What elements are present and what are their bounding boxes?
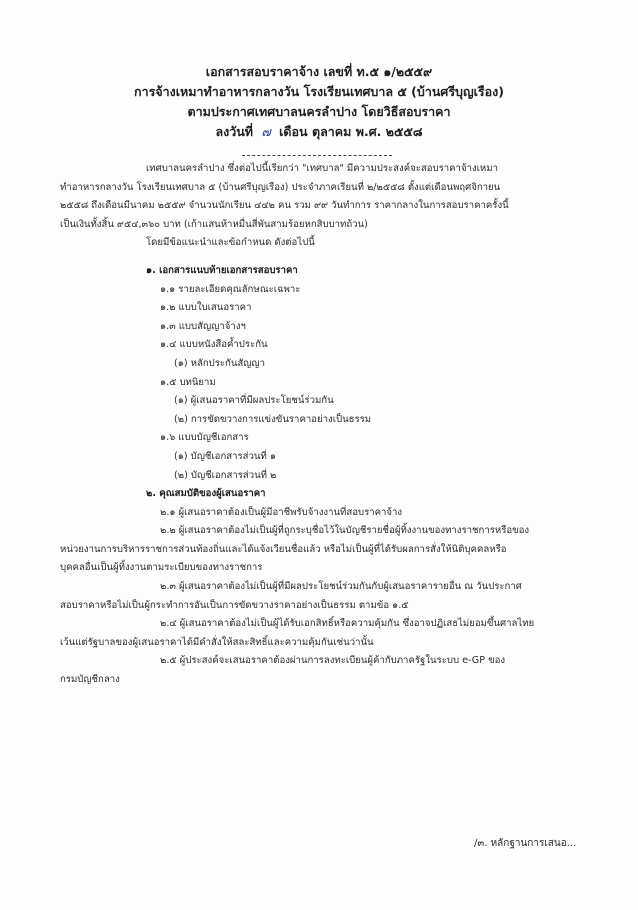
date-prefix: ลงวันที่ (215, 124, 254, 139)
item-2-3-line-2: สอบราคาหรือไม่เป็นผู้กระทำการอันเป็นการขัดขวางราคาอย่างเป็นธรรม ตามข้อ ๑.๕ (60, 599, 409, 611)
item-1-5-sub-1: (๑) ผู้เสนอราคาที่มีผลประโยชน์ร่วมกัน (174, 395, 334, 407)
intro-line-2: ทำอาหารกลางวัน โรงเรียนเทศบาล ๕ (บ้านศรีบุญเรือง) ประจำภาคเรียนที่ ๒/๒๕๕๘ ตั้งแต่เดือนพฤศจิกายน (60, 181, 501, 193)
intro-line-3: ๒๕๕๘ ถึงเดือนมีนาคม ๒๕๕๙ จำนวนนักเรียน ๔๔๒ คน รวม ๙๙ วันทำการ ราคากลางในการสอบราคาครั้งนี้ (60, 200, 509, 212)
item-1-5: ๑.๕ บทนิยาม (160, 376, 216, 388)
date-suffix: เดือน ตุลาคม พ.ศ. ๒๕๕๘ (279, 124, 423, 139)
document-body (60, 160, 600, 690)
item-2-3-line-1: ๒.๓ ผู้เสนอราคาต้องไม่เป็นผู้ที่มีผลประโยชน์ร่วมกันกับผู้เสนอราคารายอื่น ณ วันประกาศ (160, 581, 522, 593)
document-header (0, 62, 638, 142)
item-1-5-sub-2: (๒) การขัดขวางการแข่งขันราคาอย่างเป็นธรรม (174, 413, 372, 425)
item-1-3: ๑.๓ แบบสัญญาจ้างฯ (160, 320, 246, 332)
item-2-1: ๒.๑ ผู้เสนอราคาต้องเป็นผู้มีอาชีพรับจ้างงานที่สอบราคาจ้าง (160, 506, 403, 518)
spacer (60, 253, 600, 262)
item-2-5-line-1: ๒.๕ ผู้ประสงค์จะเสนอราคาต้องผ่านการลงทะเบียนผู้ค้ากับภาครัฐในระบบ e-GP ของ (160, 655, 506, 667)
intro-line-1: เทศบาลนครลำปาง ซึ่งต่อไปนี้เรียกว่า "เทศบาล" มีความประสงค์จะสอบราคาจ้างเหมา (146, 163, 498, 174)
item-1-2: ๑.๒ แบบใบเสนอราคา (160, 302, 252, 314)
item-1-6-sub-1: (๑) บัญชีเอกสารส่วนที่ ๑ (174, 450, 276, 462)
continuation-note: /๓. หลักฐานการเสนอ... (474, 838, 577, 849)
intro-line-5: โดยมีข้อแนะนำและข้อกำหนด ดังต่อไปนี้ (146, 237, 315, 249)
item-2-5-line-2: กรมบัญชีกลาง (60, 674, 120, 686)
item-2-2-line-2: หน่วยงานการบริหารราชการส่วนท้องถิ่นและได้แจ้งเวียนชื่อแล้ว หรือไม่เป็นผู้ที่ได้รับผลการสั่งให้นิติบุคคลหรือ (60, 543, 507, 555)
intro-line-4: เป็นเงินทั้งสิ้น ๙๕๔,๓๖๐ บาท (เก้าแสนห้าหมื่นสี่พันสามร้อยหกสิบบาทถ้วน) (60, 218, 368, 230)
item-1-4: ๑.๔ แบบหนังสือค้ำประกัน (160, 339, 268, 351)
document-number: เอกสารสอบราคาจ้าง เลขที่ ท.๕ ๑/๒๕๕๙ (205, 64, 433, 79)
item-2-2-line-3: บุคคลอื่นเป็นผู้ทิ้งงานตามระเบียบของทางราชการ (60, 562, 263, 574)
item-2-2-line-1: ๒.๒ ผู้เสนอราคาต้องไม่เป็นผู้ที่ถูกระบุชื่อไว้ในบัญชีรายชื่อผู้ทิ้งงานของทางราชการหรือของ (160, 525, 530, 537)
item-1-1: ๑.๑ รายละเอียดคุณลักษณะเฉพาะ (160, 283, 301, 295)
item-2-4-line-2: เว้นแต่รัฐบาลของผู้เสนอราคาได้มีคำสั่งให้สละสิทธิ์และความคุ้มกันเช่นว่านั้น (60, 636, 374, 648)
header-divider (242, 155, 392, 156)
announcement-line: ตามประกาศเทศบาลนครลำปาง โดยวิธีสอบราคา (187, 104, 451, 119)
section-1-heading: ๑. เอกสารแนบท้ายเอกสารสอบราคา (146, 264, 298, 276)
handwritten-day: ๗ (261, 124, 271, 139)
section-2-heading: ๒. คุณสมบัติของผู้เสนอราคา (146, 488, 266, 500)
date-line (0, 122, 638, 142)
item-1-6-sub-2: (๒) บัญชีเอกสารส่วนที่ ๒ (174, 469, 277, 481)
item-1-6: ๑.๖ แบบบัญชีเอกสาร (160, 432, 249, 444)
item-1-4-sub-1: (๑) หลักประกันสัญญา (174, 357, 265, 369)
item-2-4-line-1: ๒.๔ ผู้เสนอราคาต้องไม่เป็นผู้ได้รับเอกสิทธิ์หรือความคุ้มกัน ซึ่งอาจปฏิเสธไม่ยอมขึ้นศาลไทย (160, 618, 535, 630)
document-title: การจ้างเหมาทำอาหารกลางวัน โรงเรียนเทศบาล ๕ (บ้านศรีบุญเรือง) (134, 84, 504, 99)
